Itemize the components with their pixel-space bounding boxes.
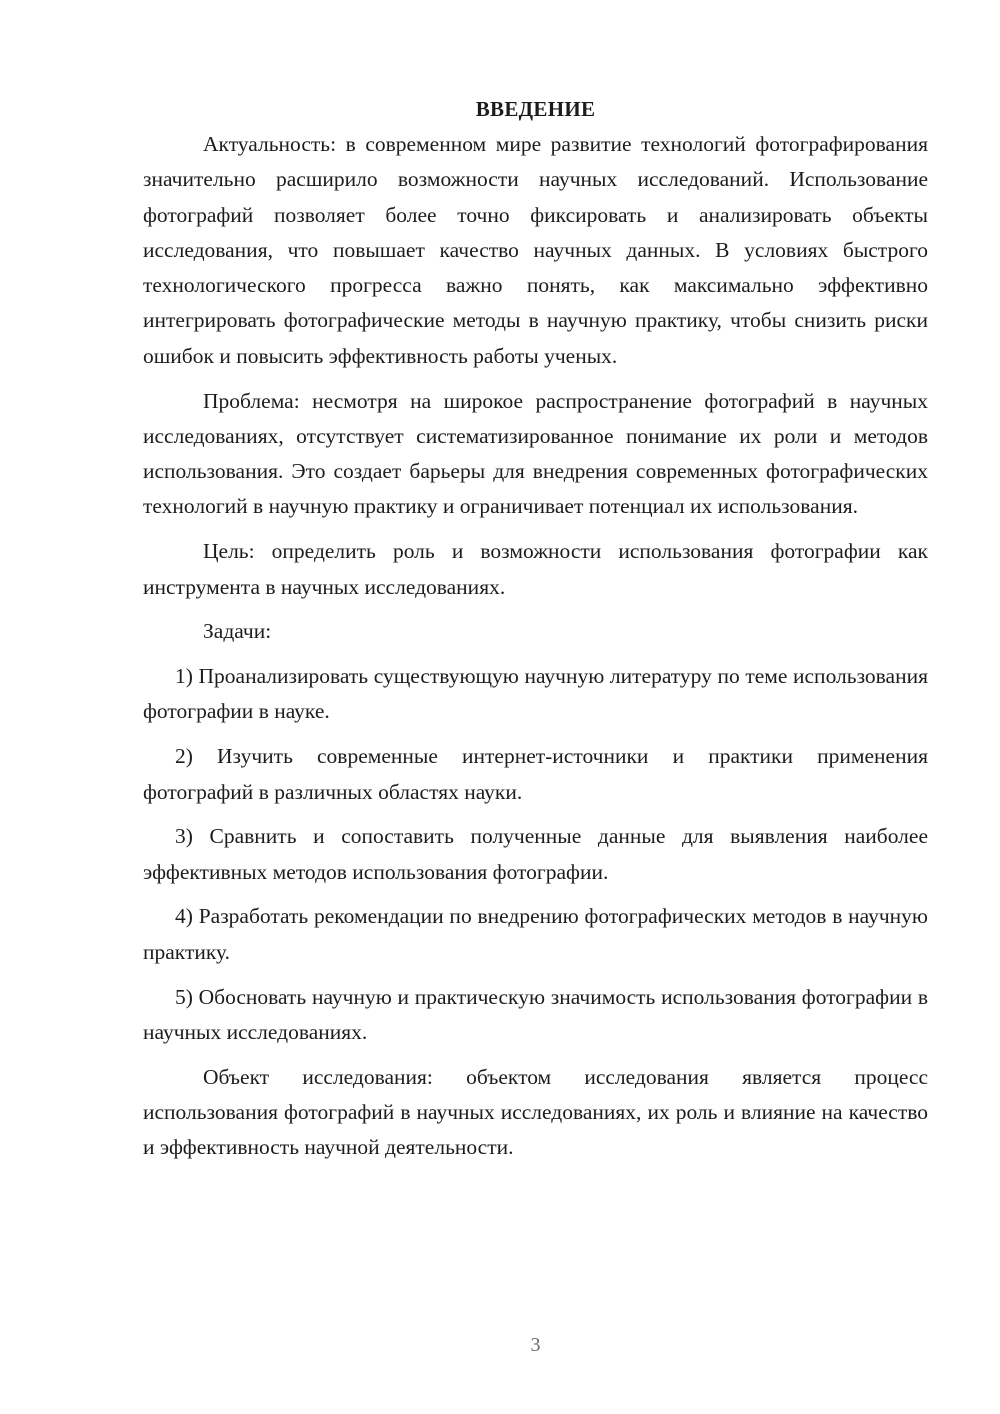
task-item-1: 1) Проанализировать существующую научную литературу по теме использования фотографии в науке.: [143, 664, 928, 724]
task-item-5: 5) Обосновать научную и практическую значимость использования фотографии в научных исследованиях.: [143, 984, 928, 1044]
page-number: 3: [530, 1334, 541, 1356]
section-heading: ВВЕДЕНИЕ: [475, 97, 596, 121]
task-item-2: 2) Изучить современные интернет-источники и практики применения фотографий в различных областях науки.: [143, 744, 928, 804]
document-page: [143, 92, 928, 1166]
tasks-label: Задачи:: [203, 619, 272, 644]
paragraph-object: Объект исследования: объектом исследования является процесс использования фотографий в научных исследованиях, их роль и влияние на качество и эффективность научной деятельности.: [143, 1064, 928, 1160]
paragraph-goal: Цель: определить роль и возможности использования фотографии как инструмента в научных исследованиях.: [143, 539, 928, 599]
task-item-3: 3) Сравнить и сопоставить полученные данные для выявления наиболее эффективных методов использования фотографии.: [143, 824, 928, 884]
paragraph-relevance: Актуальность: в современном мире развитие технологий фотографирования значительно расширило возможности научных исследований. Использование фотографий позволяет более точно фиксировать и анализировать объекты исследования, что повышает качество научных данных. В условиях быстрого технологического прогресса важно понять, как максимально эффективно интегрировать фотографические методы в научную практику, чтобы снизить риски ошибок и повысить эффективность работы ученых.: [143, 132, 928, 368]
paragraph-problem: Проблема: несмотря на широкое распространение фотографий в научных исследованиях, отсутствует систематизированное понимание их роли и методов использования. Это создает барьеры для внедрения современных фотографических технологий в научную практику и ограничивает потенциал их использования.: [143, 388, 928, 519]
task-item-4: 4) Разработать рекомендации по внедрению фотографических методов в научную практику.: [143, 904, 928, 964]
